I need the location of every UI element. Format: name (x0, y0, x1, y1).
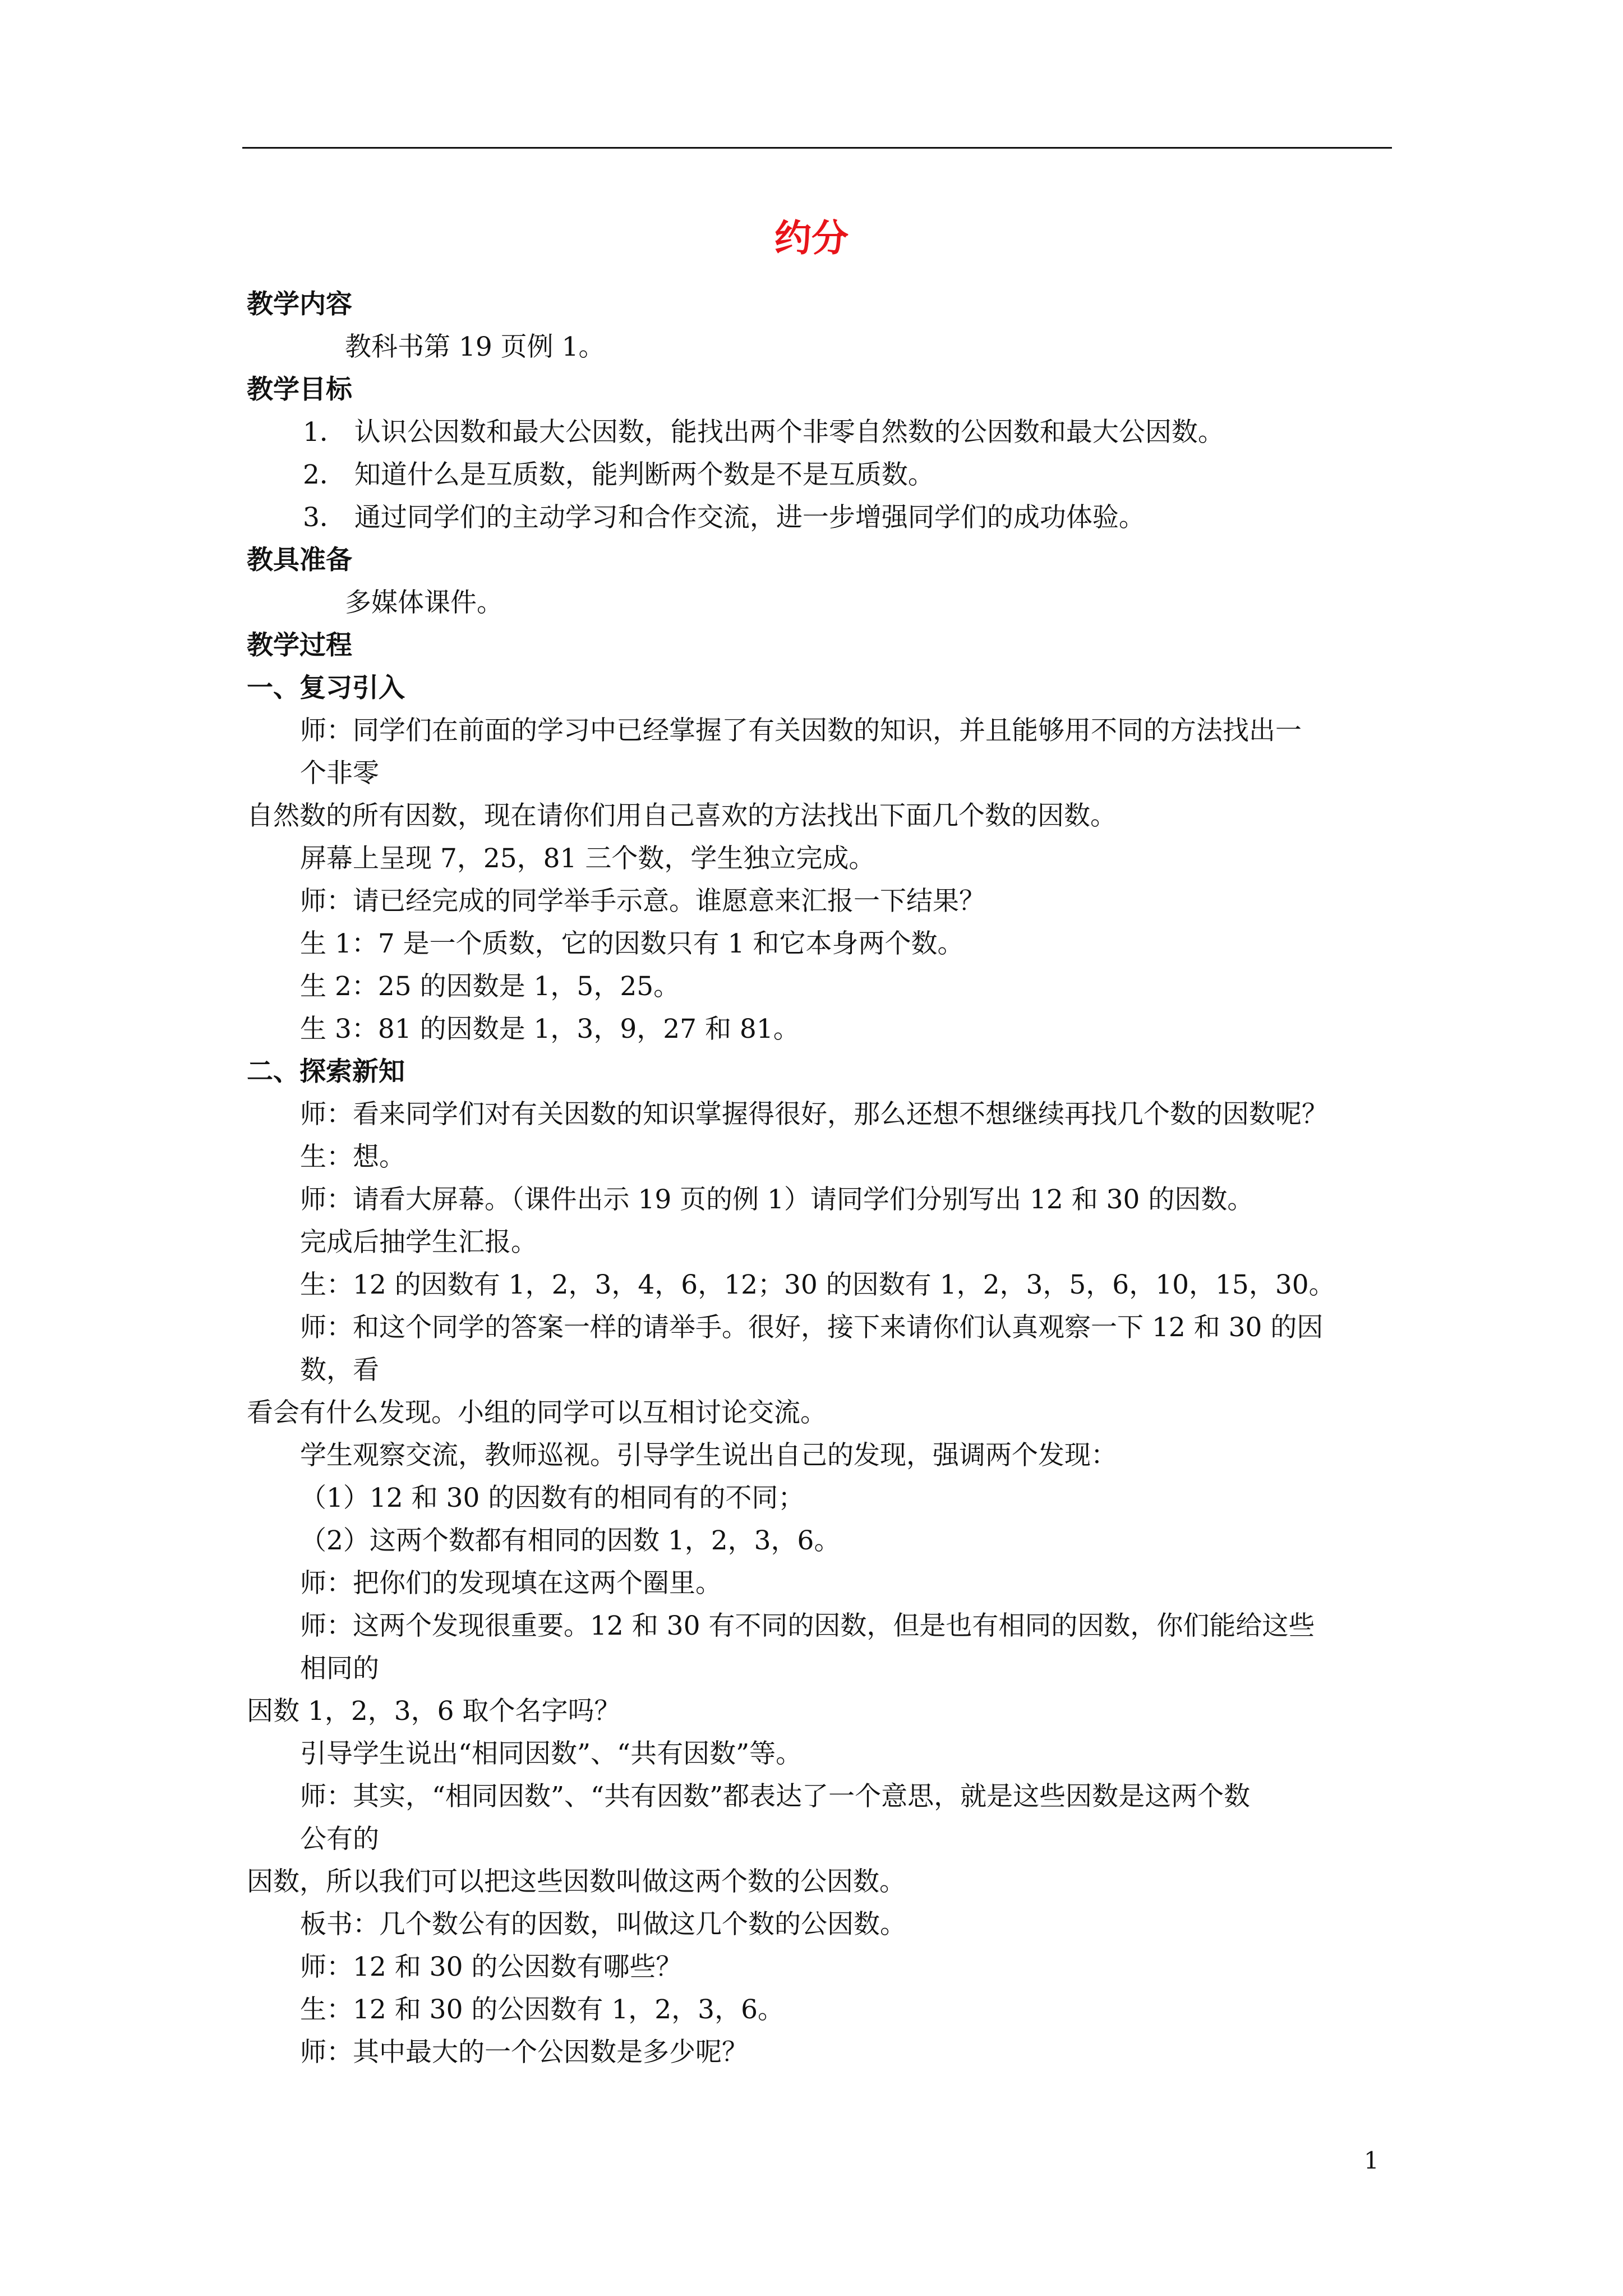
text-line: 生：想。 (300, 1142, 405, 1172)
text-line: 数，看 (300, 1355, 379, 1386)
text-line: 板书：几个数公有的因数，叫做这几个数的公因数。 (300, 1909, 906, 1940)
text-line: 完成后抽学生汇报。 (300, 1227, 537, 1258)
text-line: 生 2：25 的因数是 1，5，25。 (300, 971, 680, 1002)
text-line: 引导学生说出“相同因数”、“共有因数”等。 (300, 1738, 803, 1769)
text-line: 生 1：7 是一个质数，它的因数只有 1 和它本身两个数。 (300, 928, 964, 959)
text-line: 屏幕上呈现 7，25，81 三个数，学生独立完成。 (300, 843, 875, 874)
text-line: 生 3：81 的因数是 1，3，9，27 和 81。 (300, 1014, 800, 1045)
text-line: （2）这两个数都有相同的因数 1，2，3，6。 (300, 1525, 841, 1556)
text-line: （1）12 和 30 的因数有的相同有的不同； (300, 1483, 805, 1513)
text-line: 因数，所以我们可以把这些因数叫做这两个数的公因数。 (247, 1866, 906, 1897)
document-title: 约分 (774, 217, 849, 260)
header-rule (242, 147, 1392, 149)
text-line: 生：12 的因数有 1，2，3，4，6，12；30 的因数有 1，2，3，5，6，10，15，30。 (300, 1269, 1335, 1300)
text-line: 师：12 和 30 的公因数有哪些？ (300, 1952, 683, 1982)
text-line: 师：请已经完成的同学举手示意。谁愿意来汇报一下结果？ (300, 886, 985, 917)
text-line: 师：请看大屏幕。（课件出示 19 页的例 1）请同学们分别写出 12 和 30 的因数。 (300, 1184, 1254, 1215)
text-line: 师：其中最大的一个公因数是多少呢？ (300, 2037, 748, 2068)
text-line: 自然数的所有因数，现在请你们用自己喜欢的方法找出下面几个数的因数。 (247, 800, 1117, 831)
text-line: 师：看来同学们对有关因数的知识掌握得很好，那么还想不想继续再找几个数的因数呢？ (300, 1099, 1328, 1130)
text-line: 教科书第 19 页例 1。 (345, 332, 605, 362)
text-line: 相同的 (300, 1653, 379, 1684)
text-line: 学生观察交流，教师巡视。引导学生说出自己的发现，强调两个发现： (300, 1440, 1117, 1471)
text-line: 2． 知道什么是互质数，能判断两个数是不是互质数。 (303, 459, 934, 490)
text-line: 师：把你们的发现填在这两个圈里。 (300, 1568, 722, 1599)
text-line: 个非零 (300, 758, 379, 789)
page-number: 1 (1364, 2147, 1379, 2174)
text-line: 多媒体课件。 (345, 587, 503, 618)
text-line: 因数 1，2，3，6 取个名字吗？ (247, 1696, 621, 1727)
text-line: 3． 通过同学们的主动学习和合作交流，进一步增强同学们的成功体验。 (303, 502, 1145, 533)
section-heading: 教学过程 (247, 630, 352, 661)
text-line: 师：其实，“相同因数”、“共有因数”都表达了一个意思，就是这些因数是这两个数 (300, 1781, 1251, 1812)
text-line: 师：这两个发现很重要。12 和 30 有不同的因数，但是也有相同的因数，你们能给这些 (300, 1611, 1315, 1641)
text-line: 师：同学们在前面的学习中已经掌握了有关因数的知识，并且能够用不同的方法找出一 (300, 715, 1302, 746)
text-line: 1． 认识公因数和最大公因数，能找出两个非零自然数的公因数和最大公因数。 (303, 417, 1224, 448)
section-heading: 教具准备 (247, 545, 352, 576)
section-heading: 一、复习引入 (247, 673, 405, 703)
section-heading: 教学目标 (247, 374, 352, 405)
text-line: 师：和这个同学的答案一样的请举手。很好，接下来请你们认真观察一下 12 和 30 的因 (300, 1312, 1324, 1343)
text-line: 生：12 和 30 的公因数有 1，2，3，6。 (300, 1994, 784, 2025)
text-line: 公有的 (300, 1824, 379, 1855)
document-body (247, 283, 1391, 2074)
section-heading: 教学内容 (247, 289, 352, 320)
text-line: 看会有什么发现。小组的同学可以互相讨论交流。 (247, 1397, 827, 1428)
section-heading: 二、探索新知 (247, 1056, 405, 1087)
